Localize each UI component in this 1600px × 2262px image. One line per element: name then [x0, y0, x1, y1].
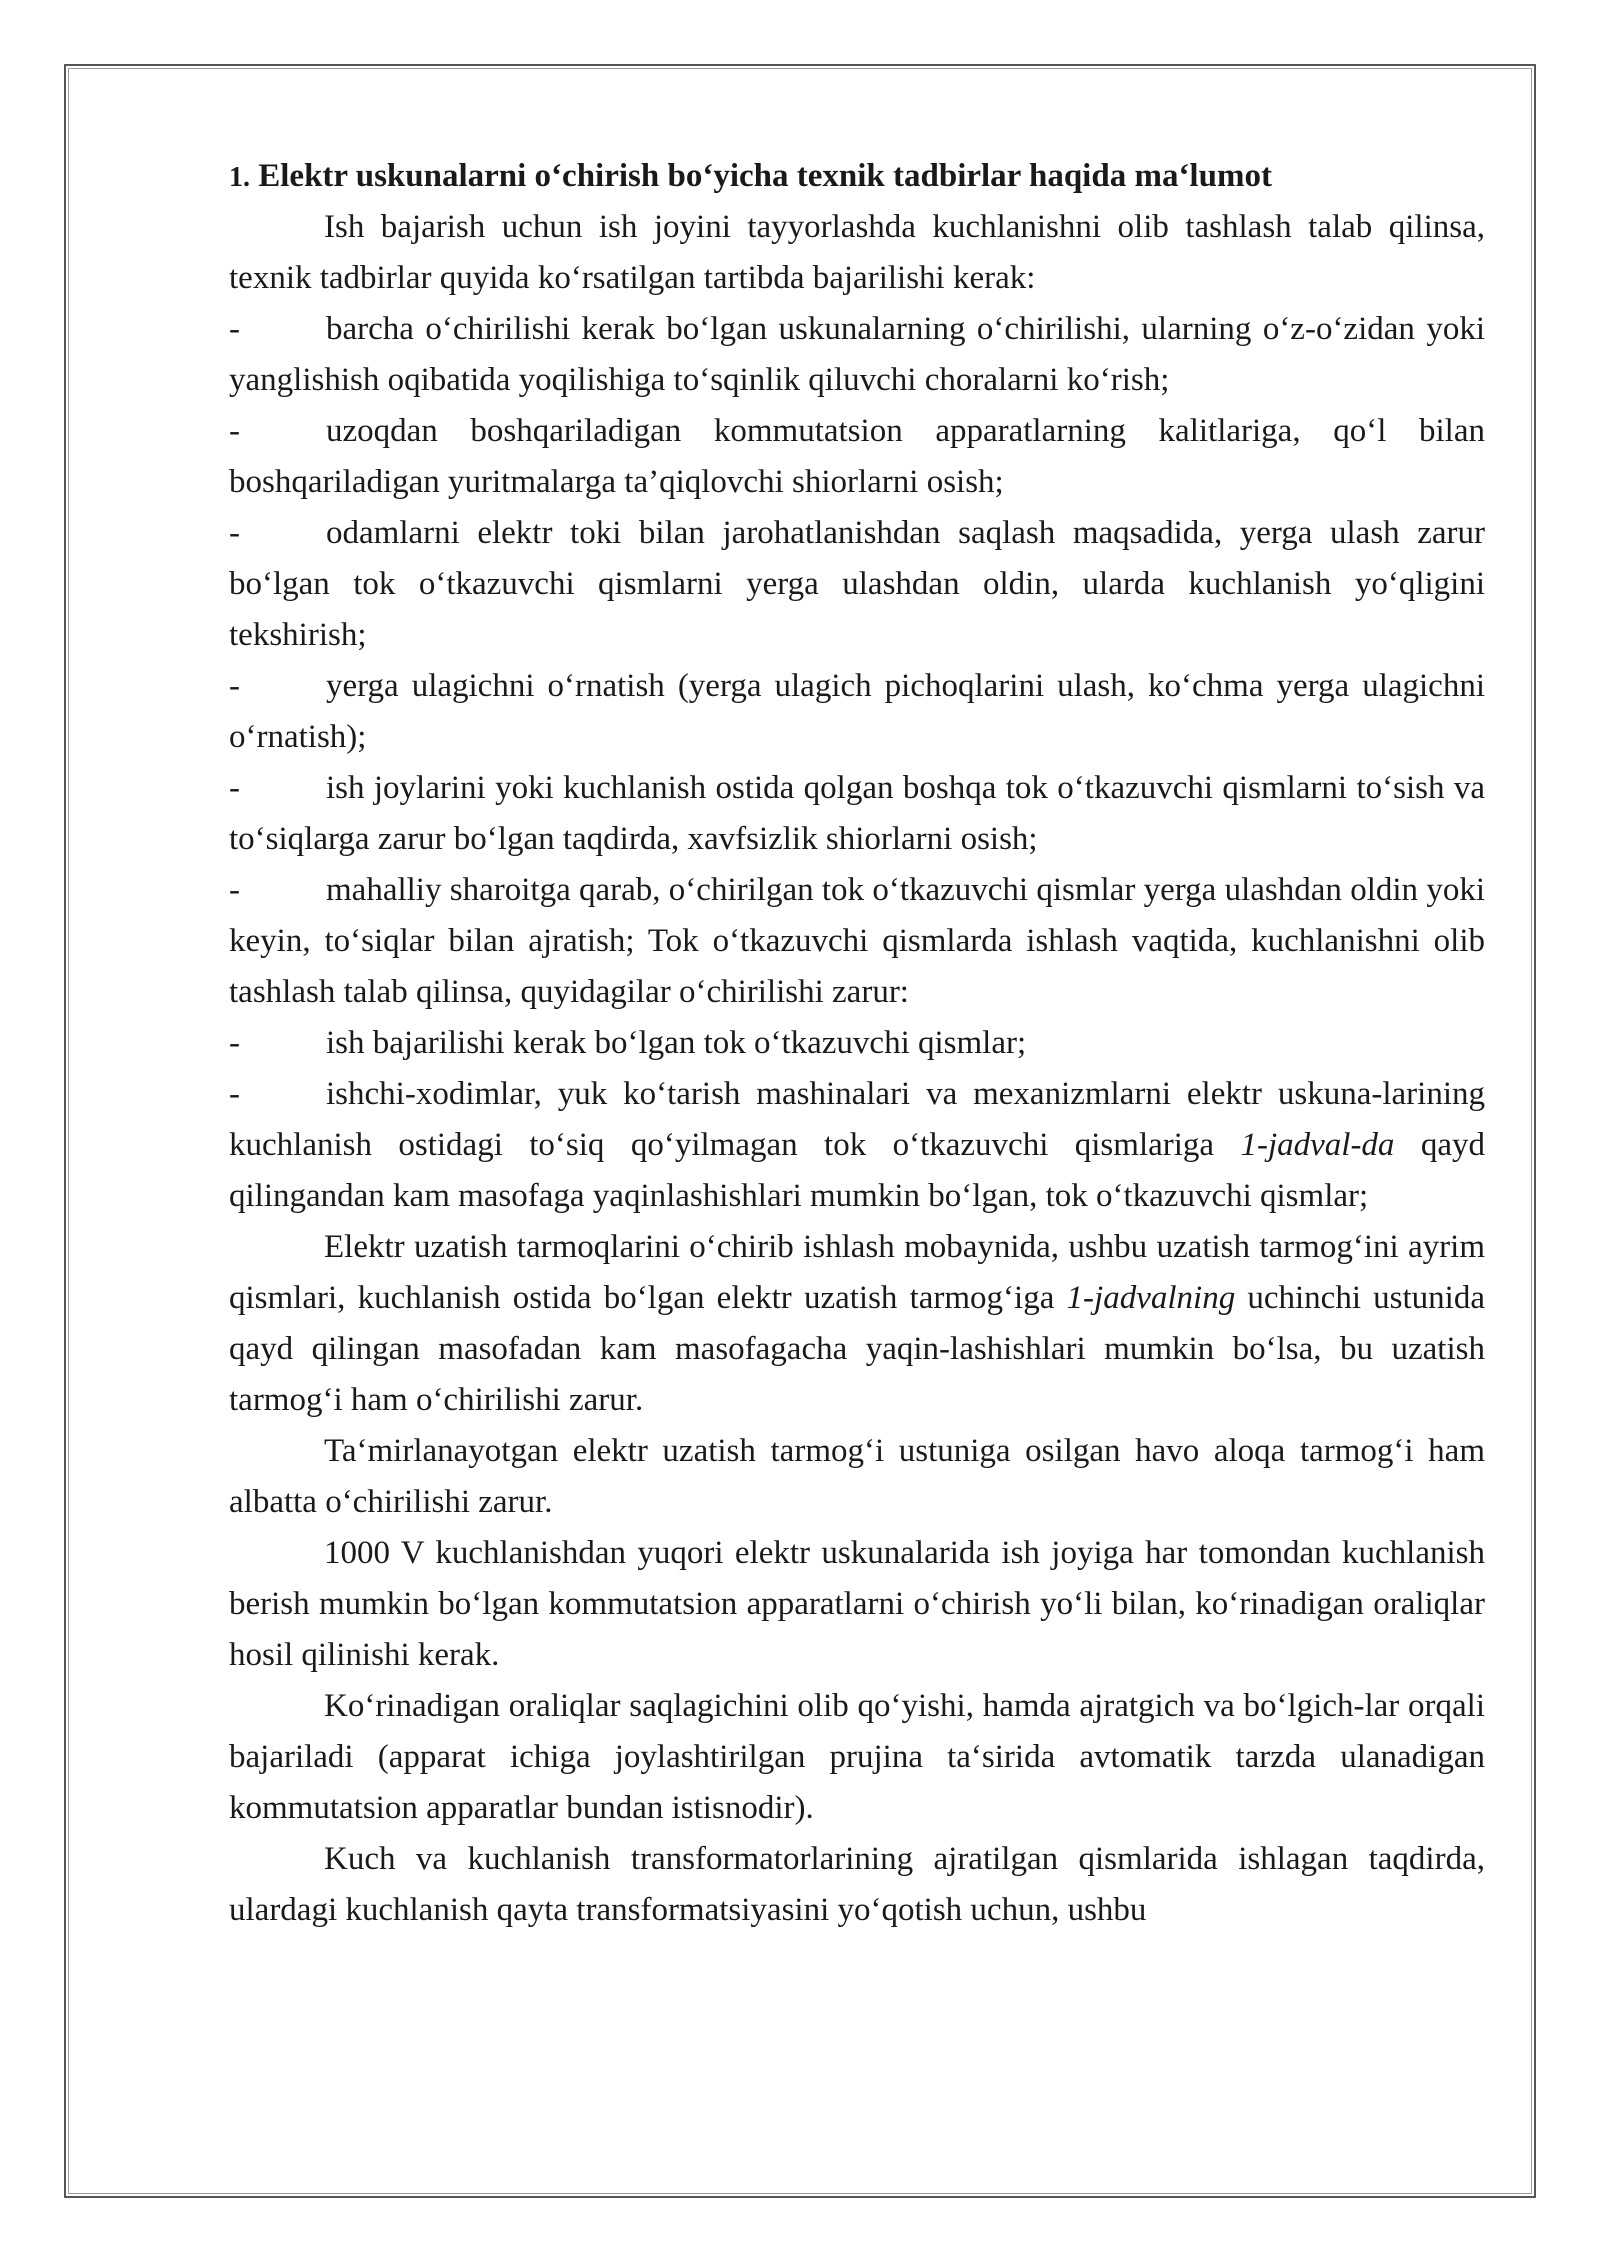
- list-item: [229, 1018, 1485, 1069]
- list-item: [229, 661, 1485, 763]
- intro-paragraph: Ish bajarish uchun ish joyini tayyorlashda kuchlanishni olib tashlash talab qilinsa, texnik tadbirlar quyida ko‘rsatilgan tartibda bajarilishi kerak:: [229, 209, 1485, 296]
- list-dash: -: [229, 1076, 240, 1112]
- list-item: [229, 763, 1485, 865]
- section-heading: [229, 152, 1485, 202]
- repair-paragraph: Ta‘mirlanayotgan elektr uzatish tarmog‘i ustuniga osilgan havo aloqa tarmog‘i ham albatta o‘chirilishi zarur.: [229, 1433, 1485, 1520]
- list-item-text: ish joylarini yoki kuchlanish ostida qolgan boshqa tok o‘tkazuvchi qismlarni to‘sish va to‘siqlarga zarur bo‘lgan taqdirda, xavfsizlik shiorlarni osish;: [229, 770, 1485, 857]
- list-item-text: odamlarni elektr toki bilan jarohatlanishdan saqlash maqsadida, yerga ulash zarur bo‘lgan tok o‘tkazuvchi qismlarni yerga ulashdan oldin, ularda kuchlanish yo‘qligini tekshirish;: [229, 515, 1485, 653]
- list-dash: -: [229, 413, 240, 449]
- list-item: [229, 1069, 1485, 1222]
- paragraph-text: Elektr uzatish tarmoqlarini o‘chirib ishlash mobaynida, ushbu uzatish tarmog‘ini ayrim qismlari, kuchlanish ostida bo‘lgan elektr uzatish tarmog‘iga: [229, 1229, 1485, 1316]
- list-dash: -: [229, 872, 240, 908]
- list-item: [229, 865, 1485, 1018]
- visible-gaps-paragraph: Ko‘rinadigan oraliqlar saqlagichini olib qo‘yishi, hamda ajratgich va bo‘lgich-lar orqali bajariladi (apparat ichiga joylashtirilgan prujina ta‘sirida avtomatik tarzda ulanadigan kommutatsion apparatlar bundan istisnodir).: [229, 1688, 1485, 1826]
- section-title: Elektr uskunalarni o‘chirish bo‘yicha texnik tadbirlar haqida ma‘lumot: [258, 158, 1272, 194]
- table-reference: 1-jadval-da: [1240, 1127, 1395, 1163]
- list-dash: -: [229, 668, 240, 704]
- list-item-text: yerga ulagichni o‘rnatish (yerga ulagich pichoqlarini ulash, ko‘chma yerga ulagichni o‘rnatish);: [229, 668, 1485, 755]
- transmission-paragraph: [229, 1222, 1485, 1426]
- paragraph-text: uchinchi ustunida qayd qilingan masofadan kam masofagacha yaqin-lashishlari mumkin bo‘lsa, bu uzatish tarmog‘i ham o‘chirilishi zarur.: [229, 1280, 1485, 1418]
- list-item: [229, 406, 1485, 508]
- list-dash: -: [229, 1025, 240, 1061]
- document-body: [229, 152, 1485, 1936]
- list-item-text: barcha o‘chirilishi kerak bo‘lgan uskunalarning o‘chirilishi, ularning o‘z-o‘zidan yoki yanglishish oqibatida yoqilishiga to‘sqinlik qiluvchi choralarni ko‘rish;: [229, 311, 1485, 398]
- list-item-text: qayd qilingandan kam masofaga yaqinlashishlari mumkin bo‘lgan, tok o‘tkazuvchi qismlar;: [229, 1127, 1485, 1214]
- table-reference: 1-jadvalning: [1066, 1280, 1236, 1316]
- list-item: [229, 304, 1485, 406]
- list-item: [229, 508, 1485, 661]
- list-item-text: mahalliy sharoitga qarab, o‘chirilgan tok o‘tkazuvchi qismlar yerga ulashdan oldin yoki keyin, to‘siqlar bilan ajratish; Tok o‘tkazuvchi qismlarda ishlash vaqtida, kuchlanishni olib tashlash talab qilinsa, quyidagilar o‘chirilishi zarur:: [229, 872, 1485, 1010]
- list-item-text: uzoqdan boshqariladigan kommutatsion apparatlarning kalitlariga, qo‘l bilan boshqariladigan yuritmalarga ta’qiqlovchi shiorlarni osish;: [229, 413, 1485, 500]
- high-voltage-paragraph: 1000 V kuchlanishdan yuqori elektr uskunalarida ish joyiga har tomondan kuchlanish berish mumkin bo‘lgan kommutatsion apparatlarni o‘chirish yo‘li bilan, ko‘rinadigan oraliqlar hosil qilinishi kerak.: [229, 1535, 1485, 1673]
- list-dash: -: [229, 515, 240, 551]
- transformers-paragraph: Kuch va kuchlanish transformatorlarining ajratilgan qismlarida ishlagan taqdirda, ulardagi kuchlanish qayta transformatsiyasini yo‘qotish uchun, ushbu: [229, 1841, 1485, 1928]
- section-number: 1.: [229, 162, 250, 193]
- list-item-text: ish bajarilishi kerak bo‘lgan tok o‘tkazuvchi qismlar;: [326, 1025, 1027, 1061]
- list-dash: -: [229, 311, 240, 347]
- list-item-text: ishchi-xodimlar, yuk ko‘tarish mashinalari va mexanizmlarni elektr uskuna-larining kuchlanish ostidagi to‘siq qo‘yilmagan tok o‘tkazuvchi qismlariga: [229, 1076, 1485, 1163]
- list-dash: -: [229, 770, 240, 806]
